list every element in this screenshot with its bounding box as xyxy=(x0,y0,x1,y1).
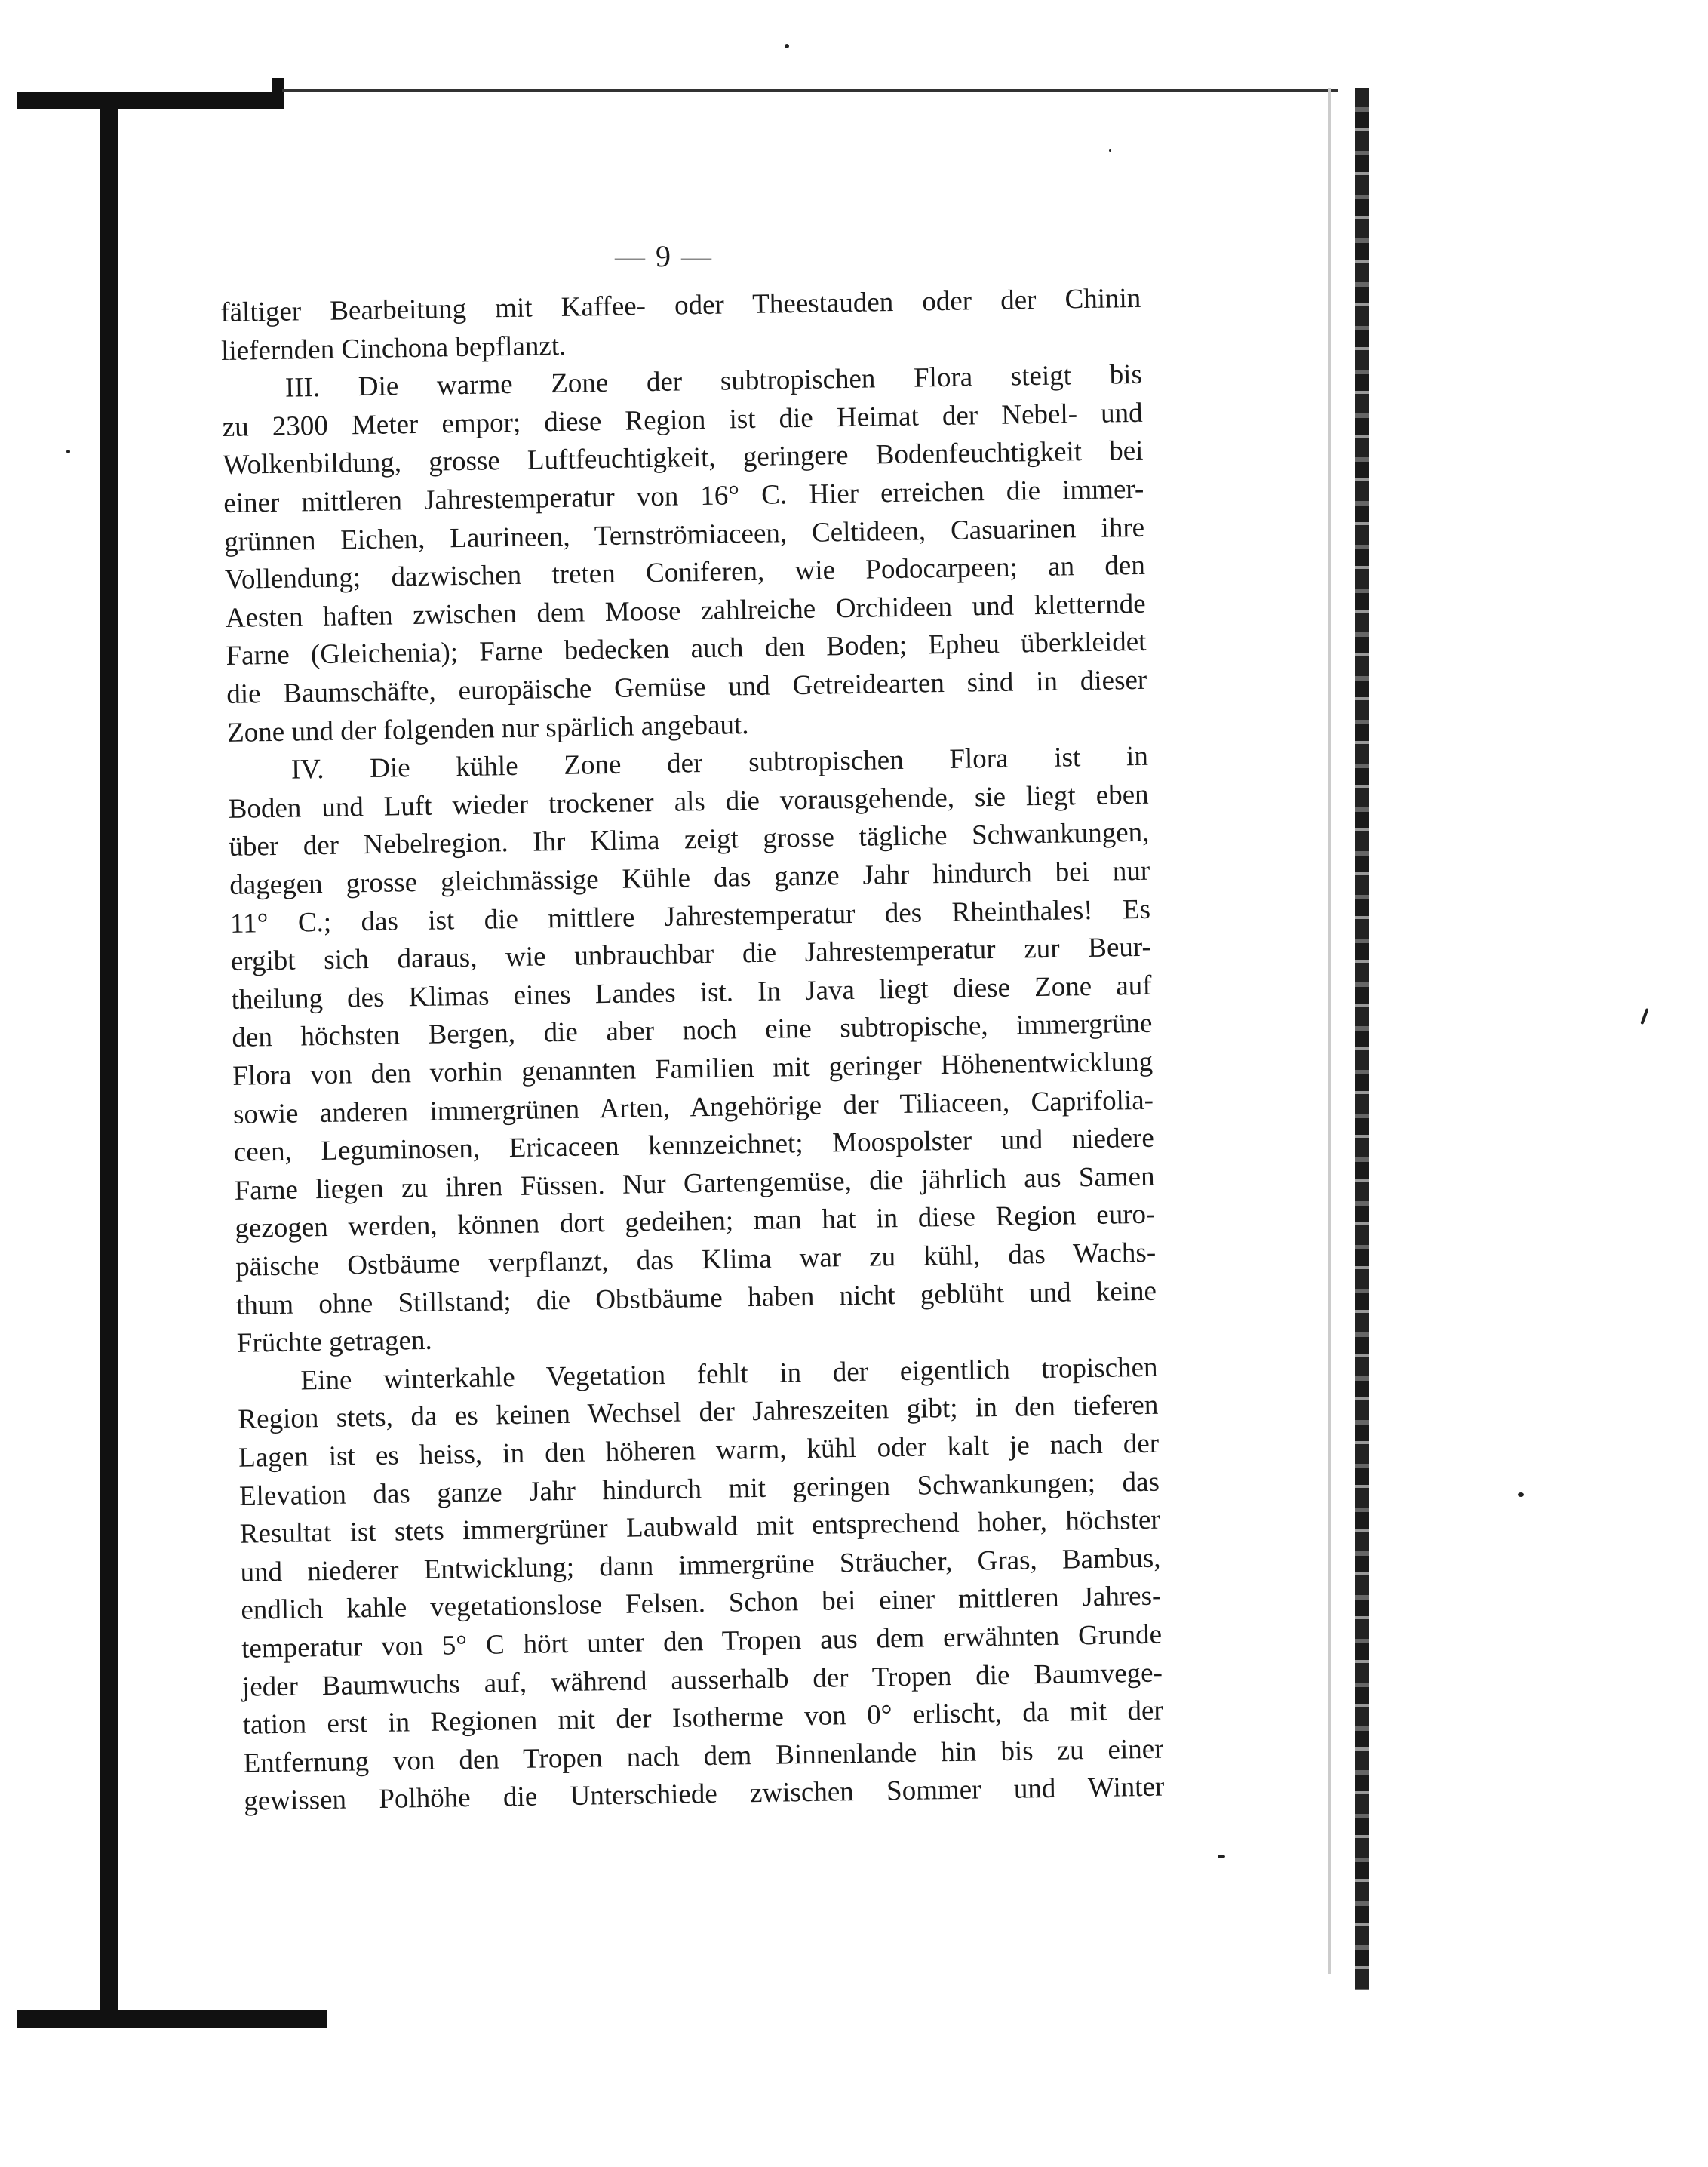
text-line: Resultat ist stets immergrüner Laubwald mit entsprechend hoher, höchster xyxy=(239,1504,1160,1550)
text-line: thum ohne Stillstand; die Obstbäume haben nicht geblüht und keine xyxy=(235,1275,1157,1321)
text-line: endlich kahle vegetationslose Felsen. Schon bei einer mittleren Jahres- xyxy=(241,1581,1162,1627)
binding-bracket-stem xyxy=(100,101,118,2024)
text-line: gezogen werden, können dort gedeihen; man hat in diese Region euro- xyxy=(235,1199,1156,1245)
text-line: ceen, Leguminosen, Ericaceen kennzeichnet; Moospolster und niedere xyxy=(233,1122,1155,1169)
text-line: und niederer Entwicklung; dann immergrüne Sträucher, Gras, Bambus, xyxy=(240,1542,1161,1588)
text-line: tation erst in Regionen mit der Isotherme von 0° erlischt, da mit der xyxy=(242,1695,1163,1741)
scan-speck xyxy=(785,44,789,48)
scan-speck xyxy=(1109,149,1111,152)
page-top-edge xyxy=(282,89,1338,92)
binding-bracket-top xyxy=(17,92,282,109)
page-right-shadow xyxy=(1328,88,1331,1974)
text-line: gewissen Polhöhe die Unterschiede zwischen Sommer und Winter xyxy=(244,1771,1165,1818)
page-number: — 9 — xyxy=(615,239,713,273)
text-line: Farne (Gleichenia); Farne bedecken auch den Boden; Epheu überkleidet xyxy=(226,626,1147,672)
text-line: Boden und Luft wieder trockener als die vorausgehende, sie liegt eben xyxy=(228,779,1149,825)
text-line: Vollendung; dazwischen treten Coniferen, wie Podocarpeen; an den xyxy=(224,549,1146,596)
text-line: Wolkenbildung, grosse Luftfeuchtigkeit, geringere Bodenfeuchtigkeit bei xyxy=(223,435,1144,481)
page-right-edge xyxy=(1355,88,1369,1990)
text-line: grünnen Eichen, Laurineen, Ternströmiaceen, Celtideen, Casuarinen ihre xyxy=(223,512,1145,558)
text-line: Flora von den vorhin genannten Familien mit geringer Höhenentwicklung xyxy=(232,1046,1154,1092)
scan-speck xyxy=(1218,1855,1225,1858)
text-line: zu 2300 Meter empor; diese Region ist die Heimat der Nebel- und xyxy=(222,397,1143,443)
text-line: liefernden Cinchona bepflanzt. xyxy=(220,330,567,367)
text-line: Entfernung von den Tropen nach dem Binnenlande hin bis zu einer xyxy=(243,1733,1164,1779)
text-line: theilung des Klimas eines Landes ist. In Java liegt diese Zone auf xyxy=(231,970,1152,1016)
text-line: Farne liegen zu ihren Füssen. Nur Gartengemüse, die jährlich aus Samen xyxy=(234,1160,1155,1206)
scan-speck xyxy=(66,450,70,453)
text-line: 11° C.; das ist die mittlere Jahrestemperatur des Rheinthales! Es xyxy=(229,893,1151,939)
page-number-value: 9 xyxy=(656,239,672,273)
text-line: Zone und der folgenden nur spärlich angebaut. xyxy=(226,709,749,748)
scan-speck xyxy=(1518,1492,1524,1497)
text-line: III. Die warme Zone der subtropischen Flora steigt bis xyxy=(284,359,1143,404)
text-line: über der Nebelregion. Ihr Klima zeigt grosse tägliche Schwankungen, xyxy=(229,817,1150,863)
text-line: temperatur von 5° C hört unter den Tropen aus dem erwähnten Grunde xyxy=(241,1618,1163,1664)
text-line: Früchte getragen. xyxy=(236,1324,433,1360)
text-line: dagegen grosse gleichmässige Kühle das ganze Jahr hindurch bei nur xyxy=(229,855,1150,901)
text-line: fältiger Bearbeitung mit Kaffee- oder Theestauden oder der Chinin xyxy=(220,282,1141,328)
text-line: sowie anderen immergrünen Arten, Angehörige der Tiliaceen, Caprifolia- xyxy=(232,1084,1154,1130)
text-line: Eine winterkahle Vegetation fehlt in der eigentlich tropischen xyxy=(300,1351,1158,1397)
text-line: jeder Baumwuchs auf, während ausserhalb der Tropen die Baumvege- xyxy=(241,1657,1163,1703)
binding-bracket-bottom xyxy=(17,2010,327,2028)
text-line: Lagen ist es heiss, in den höheren warm, kühl oder kalt je nach der xyxy=(238,1428,1160,1474)
text-line: die Baumschäfte, europäische Gemüse und Getreidearten sind in dieser xyxy=(226,664,1147,710)
text-line: ergibt sich daraus, wie unbrauchbar die Jahrestemperatur zur Beur- xyxy=(230,931,1152,978)
body-text xyxy=(220,280,1165,1818)
text-line: Aesten haften zwischen dem Moose zahlreiche Orchideen und kletternde xyxy=(225,588,1146,634)
text-line: päische Ostbäume verpflanzt, das Klima war zu kühl, das Wachs- xyxy=(235,1237,1157,1283)
text-line: Region stets, da es keinen Wechsel der Jahreszeiten gibt; in den tieferen xyxy=(238,1390,1159,1436)
scan-speck xyxy=(1640,1008,1648,1025)
text-line: Elevation das ganze Jahr hindurch mit geringen Schwankungen; das xyxy=(238,1466,1160,1512)
text-line: IV. Die kühle Zone der subtropischen Flora ist in xyxy=(290,740,1149,785)
text-line: den höchsten Bergen, die aber noch eine subtropische, immergrüne xyxy=(232,1008,1153,1054)
text-line: einer mittleren Jahrestemperatur von 16° C. Hier erreichen die immer- xyxy=(223,473,1144,519)
